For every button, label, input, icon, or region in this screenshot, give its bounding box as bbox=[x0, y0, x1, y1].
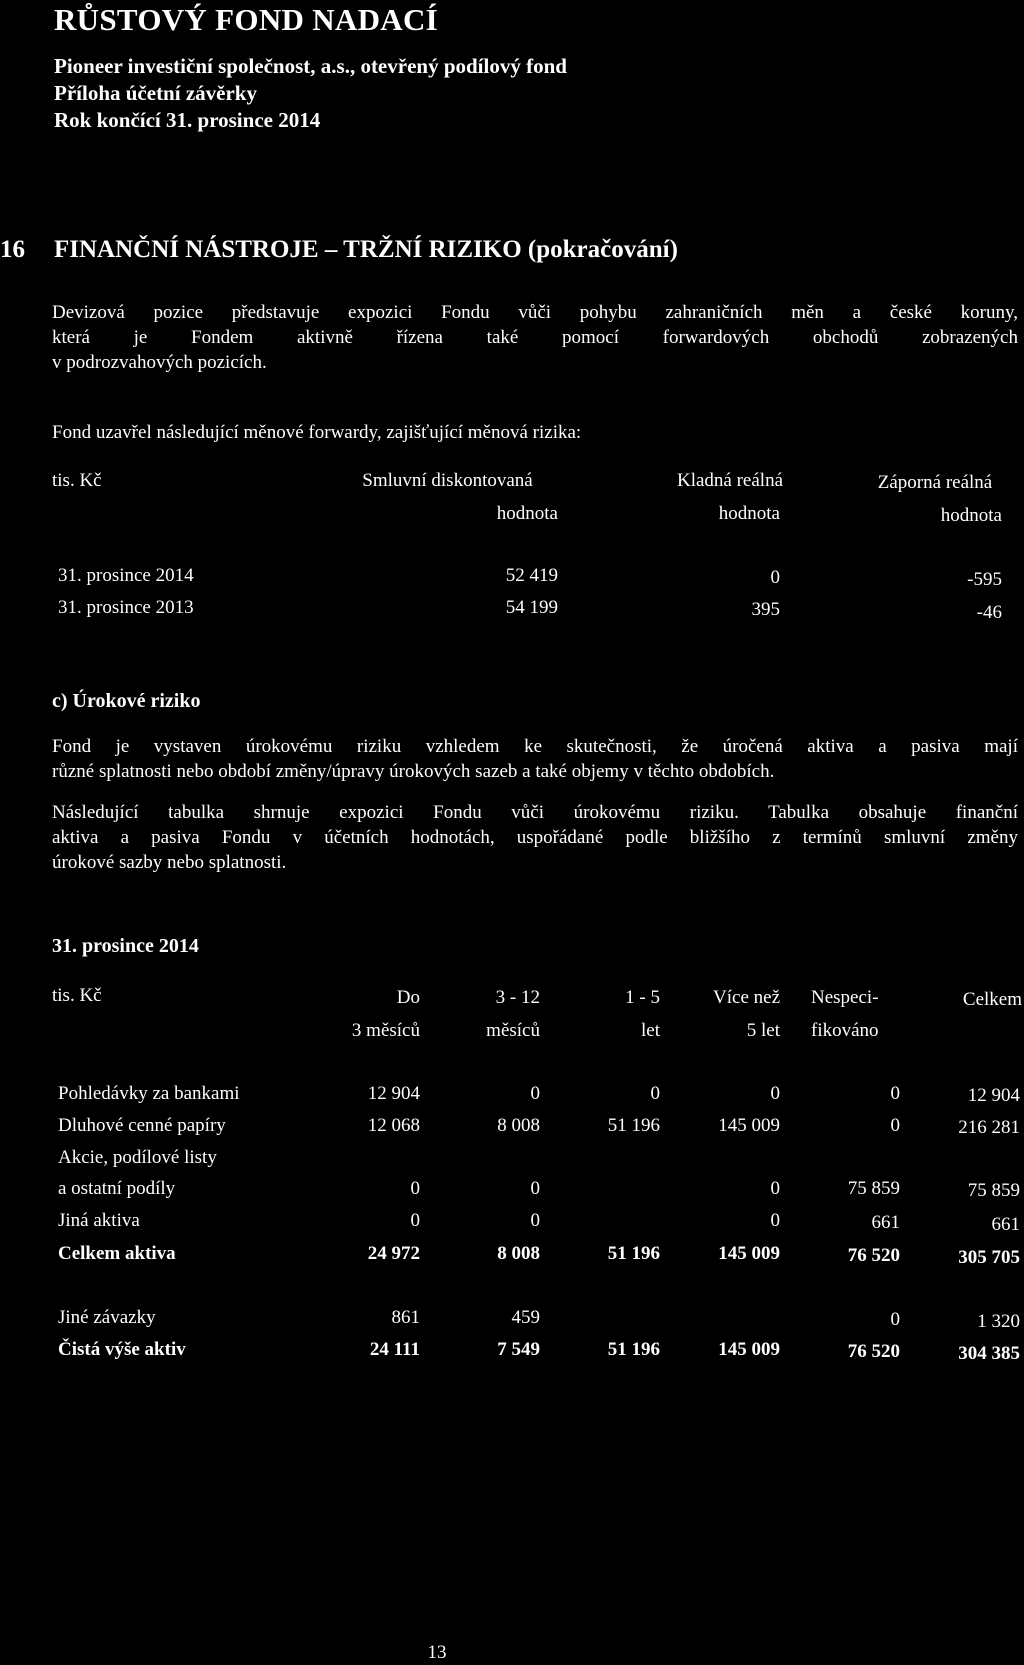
forwards-row-label: 31. prosince 2013 bbox=[58, 597, 194, 618]
currency-paragraph bbox=[52, 300, 1018, 375]
forwards-header-negative-1: Záporná reálná bbox=[877, 472, 993, 493]
interest-table-date: 31. prosince 2014 bbox=[52, 935, 199, 957]
company-name: Pioneer investiční společnost, a.s., otevřený podílový fond bbox=[54, 54, 567, 78]
table-cell: 0 bbox=[530, 1178, 540, 1199]
table-cell: 145 009 bbox=[718, 1115, 780, 1136]
table-cell: 216 281 bbox=[958, 1117, 1020, 1138]
interest-header-col6: Celkem bbox=[962, 989, 1022, 1010]
table-row-label: Jiná aktiva bbox=[58, 1210, 140, 1231]
forwards-header-positive-2: hodnota bbox=[718, 503, 780, 524]
table-cell: 75 859 bbox=[967, 1180, 1020, 1201]
section-title: FINANČNÍ NÁSTROJE – TRŽNÍ RIZIKO (pokračování) bbox=[54, 236, 678, 263]
table-cell: 51 196 bbox=[607, 1339, 660, 1360]
table-cell: 661 bbox=[991, 1214, 1020, 1235]
paragraph-line: úrokové sazby nebo splatnosti. bbox=[52, 852, 287, 873]
interest-paragraph-1 bbox=[52, 734, 1018, 784]
table-cell: 0 bbox=[890, 1115, 900, 1136]
table-cell: 0 bbox=[530, 1083, 540, 1104]
interest-header-col2-1: 3 - 12 bbox=[495, 987, 540, 1008]
table-cell: 0 bbox=[410, 1178, 420, 1199]
forwards-unit: tis. Kč bbox=[52, 470, 102, 491]
interest-header-col5-1: Nespeci- bbox=[811, 987, 879, 1008]
forwards-cell: 395 bbox=[751, 599, 780, 620]
paragraph-line: která je Fondem aktivně řízena také pomocí forwardových obchodů zobrazených bbox=[52, 327, 1018, 348]
table-cell: 7 549 bbox=[497, 1339, 540, 1360]
interest-header-col4-2: 5 let bbox=[746, 1020, 780, 1041]
table-cell: 75 859 bbox=[847, 1178, 900, 1199]
table-cell: 0 bbox=[410, 1210, 420, 1231]
paragraph-line: v podrozvahových pozicích. bbox=[52, 352, 267, 373]
forwards-header-discounted-2: hodnota bbox=[496, 503, 558, 524]
forwards-intro: Fond uzavřel následující měnové forwardy, zajišťující měnová rizika: bbox=[52, 422, 582, 443]
table-cell: 76 520 bbox=[847, 1341, 900, 1362]
table-cell: 0 bbox=[890, 1083, 900, 1104]
interest-header-col1-2: 3 měsíců bbox=[351, 1020, 420, 1041]
table-row-label: Jiné závazky bbox=[58, 1307, 156, 1328]
interest-paragraph-2 bbox=[52, 800, 1018, 875]
table-cell: 24 111 bbox=[369, 1339, 420, 1360]
table-cell: 305 705 bbox=[958, 1247, 1020, 1268]
paragraph-line: Následující tabulka shrnuje expozici Fondu vůči úrokovému riziku. Tabulka obsahuje finanční bbox=[52, 802, 1018, 823]
interest-header-col5-2: fikováno bbox=[811, 1020, 879, 1041]
table-row-label: Akcie, podílové listy bbox=[58, 1147, 217, 1168]
paragraph-line: různé splatnosti nebo období změny/úpravy úrokových sazeb a také objemy v těchto obdobích. bbox=[52, 761, 775, 782]
document-period: Rok končící 31. prosince 2014 bbox=[54, 108, 321, 132]
interest-header-col3-1: 1 - 5 bbox=[625, 987, 660, 1008]
table-cell: 8 008 bbox=[497, 1243, 540, 1264]
table-cell: 0 bbox=[770, 1083, 780, 1104]
interest-header-col3-2: let bbox=[641, 1020, 660, 1041]
table-cell: 459 bbox=[511, 1307, 540, 1328]
paragraph-line: Fond je vystaven úrokovému riziku vzhledem ke skutečnosti, že úročená aktiva a pasiva mají bbox=[52, 736, 1018, 757]
forwards-cell: 52 419 bbox=[505, 565, 558, 586]
table-cell: 0 bbox=[650, 1083, 660, 1104]
interest-table-unit: tis. Kč bbox=[52, 985, 102, 1006]
document-title: RŮSTOVÝ FOND NADACÍ bbox=[54, 2, 439, 37]
interest-risk-heading: c) Úrokové riziko bbox=[52, 690, 201, 712]
page-number: 13 bbox=[427, 1642, 447, 1663]
paragraph-line: aktiva a pasiva Fondu v účetních hodnotách, uspořádané podle bližšího z termínů smluvní změny bbox=[52, 827, 1018, 848]
forwards-cell: -595 bbox=[967, 569, 1002, 590]
interest-header-col4-1: Více než bbox=[713, 987, 780, 1008]
document-subtitle: Příloha účetní závěrky bbox=[54, 81, 257, 105]
table-cell: 12 904 bbox=[967, 1085, 1020, 1106]
forwards-row-label: 31. prosince 2014 bbox=[58, 565, 194, 586]
table-cell: 24 972 bbox=[367, 1243, 420, 1264]
forwards-header-discounted-1: Smluvní diskontovaná bbox=[362, 470, 533, 491]
table-cell: 51 196 bbox=[607, 1243, 660, 1264]
forwards-header-negative-2: hodnota bbox=[940, 505, 1002, 526]
table-cell: 661 bbox=[871, 1212, 900, 1233]
forwards-header-positive-1: Kladná reálná bbox=[676, 470, 784, 491]
paragraph-line: Devizová pozice představuje expozici Fondu vůči pohybu zahraničních měn a české koruny, bbox=[52, 302, 1018, 323]
table-cell: 145 009 bbox=[718, 1243, 780, 1264]
table-cell: 8 008 bbox=[497, 1115, 540, 1136]
table-row-label: Celkem aktiva bbox=[58, 1243, 176, 1264]
table-cell: 861 bbox=[391, 1307, 420, 1328]
section-number: 16 bbox=[0, 236, 25, 263]
table-cell: 0 bbox=[770, 1210, 780, 1231]
forwards-cell: 0 bbox=[770, 567, 780, 588]
table-row-label: Dluhové cenné papíry bbox=[58, 1115, 226, 1136]
table-row-label: Čistá výše aktiv bbox=[58, 1339, 186, 1360]
interest-header-col2-2: měsíců bbox=[486, 1020, 540, 1041]
table-cell: 76 520 bbox=[847, 1245, 900, 1266]
table-cell: 0 bbox=[530, 1210, 540, 1231]
table-cell: 1 320 bbox=[977, 1311, 1020, 1332]
interest-header-col1-1: Do bbox=[396, 987, 420, 1008]
table-cell: 12 904 bbox=[367, 1083, 420, 1104]
forwards-cell: -46 bbox=[976, 602, 1002, 623]
forwards-cell: 54 199 bbox=[505, 597, 558, 618]
table-cell: 12 068 bbox=[367, 1115, 420, 1136]
table-row-label: Pohledávky za bankami bbox=[58, 1083, 240, 1104]
table-cell: 51 196 bbox=[607, 1115, 660, 1136]
table-cell: 0 bbox=[890, 1309, 900, 1330]
table-cell: 0 bbox=[770, 1178, 780, 1199]
table-cell: 304 385 bbox=[958, 1343, 1020, 1364]
table-row-label: a ostatní podíly bbox=[58, 1178, 176, 1199]
table-cell: 145 009 bbox=[718, 1339, 780, 1360]
